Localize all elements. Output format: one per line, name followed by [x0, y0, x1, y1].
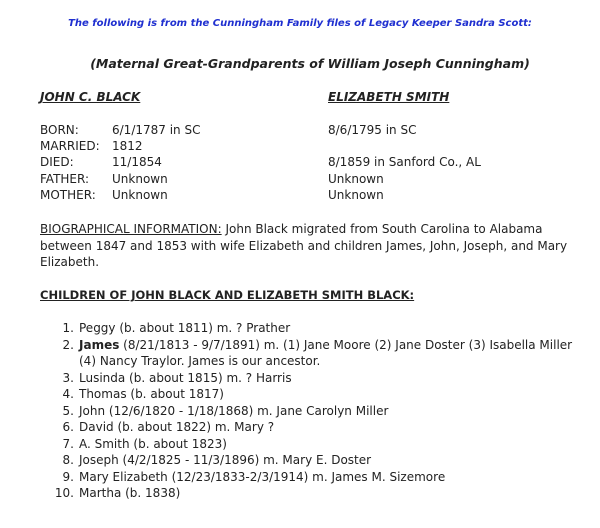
child-item — [40, 320, 580, 337]
child-details: (8/21/1813 - 9/7/1891) m. (1) Jane Moore (2) Jane Doster (3) Isabella Miller (4) Nancy Traylor. James is our ancestor. — [79, 337, 573, 368]
born-label: BORN: — [40, 123, 79, 137]
child-item — [40, 436, 580, 453]
child-item — [40, 469, 580, 486]
wife-name: ELIZABETH SMITH — [328, 90, 450, 104]
child-item — [40, 337, 580, 370]
child-item — [40, 452, 580, 469]
child-text — [79, 337, 580, 370]
wife-father: Unknown — [328, 172, 384, 186]
husband-mother: Unknown — [112, 188, 168, 202]
husband-married: 1812 — [112, 139, 143, 153]
children-list — [40, 320, 580, 502]
mother-label: MOTHER: — [40, 188, 96, 202]
child-text: Thomas (b. about 1817) — [79, 387, 224, 401]
wife-born: 8/6/1795 in SC — [328, 123, 417, 137]
child-text: John (12/6/1820 - 1/18/1868) m. Jane Carolyn Miller — [79, 403, 389, 418]
husband-born: 6/1/1787 in SC — [112, 123, 201, 137]
biographical-info — [40, 221, 585, 271]
child-text: Joseph (4/2/1825 - 11/3/1896) m. Mary E. Doster — [79, 453, 372, 467]
page-heading: (Maternal Great-Grandparents of William Joseph Cunningham) — [90, 56, 530, 71]
child-number: 10. — [54, 486, 74, 500]
child-item — [40, 485, 580, 502]
husband-name: JOHN C. BLACK — [40, 90, 141, 104]
bio-text: John Black migrated from South Carolina to Alabama between 1847 and 1853 with wife Elizabeth and children James, John, Joseph, and Mary Elizabeth. — [40, 222, 568, 269]
husband-died: 11/1854 — [112, 155, 162, 169]
child-text: Lusinda (b. about 1815) m. ? Harris — [79, 370, 292, 385]
child-number: 8. — [62, 453, 74, 467]
married-label: MARRIED: — [40, 139, 100, 153]
child-text: Martha (b. 1838) — [79, 486, 181, 500]
child-number: 9. — [62, 469, 74, 484]
child-item — [40, 386, 580, 403]
wife-mother: Unknown — [328, 188, 384, 202]
died-label: DIED: — [40, 155, 74, 169]
child-number: 6. — [62, 420, 74, 434]
child-number: 5. — [62, 403, 74, 418]
father-label: FATHER: — [40, 172, 90, 186]
child-item — [40, 419, 580, 436]
child-item — [40, 403, 580, 420]
intro-text: The following is from the Cunningham Family files of Legacy Keeper Sandra Scott: — [68, 18, 532, 29]
child-number: 3. — [62, 370, 74, 385]
child-text: David (b. about 1822) m. Mary ? — [79, 420, 275, 434]
child-text: Mary Elizabeth (12/23/1833-2/3/1914) m. James M. Sizemore — [79, 469, 446, 484]
child-number: 7. — [62, 436, 74, 451]
child-number: 4. — [62, 387, 74, 401]
child-text: A. Smith (b. about 1823) — [79, 436, 227, 451]
husband-father: Unknown — [112, 172, 168, 186]
bio-label: BIOGRAPHICAL INFORMATION: — [40, 222, 222, 236]
child-number: 2. — [62, 337, 74, 352]
wife-died: 8/1859 in Sanford Co., AL — [328, 155, 481, 169]
child-text: Peggy (b. about 1811) m. ? Prather — [79, 321, 291, 335]
child-number: 1. — [62, 321, 74, 335]
children-title: CHILDREN OF JOHN BLACK AND ELIZABETH SMITH BLACK: — [40, 288, 415, 302]
child-name-bold: James — [79, 337, 120, 352]
child-item — [40, 370, 580, 387]
